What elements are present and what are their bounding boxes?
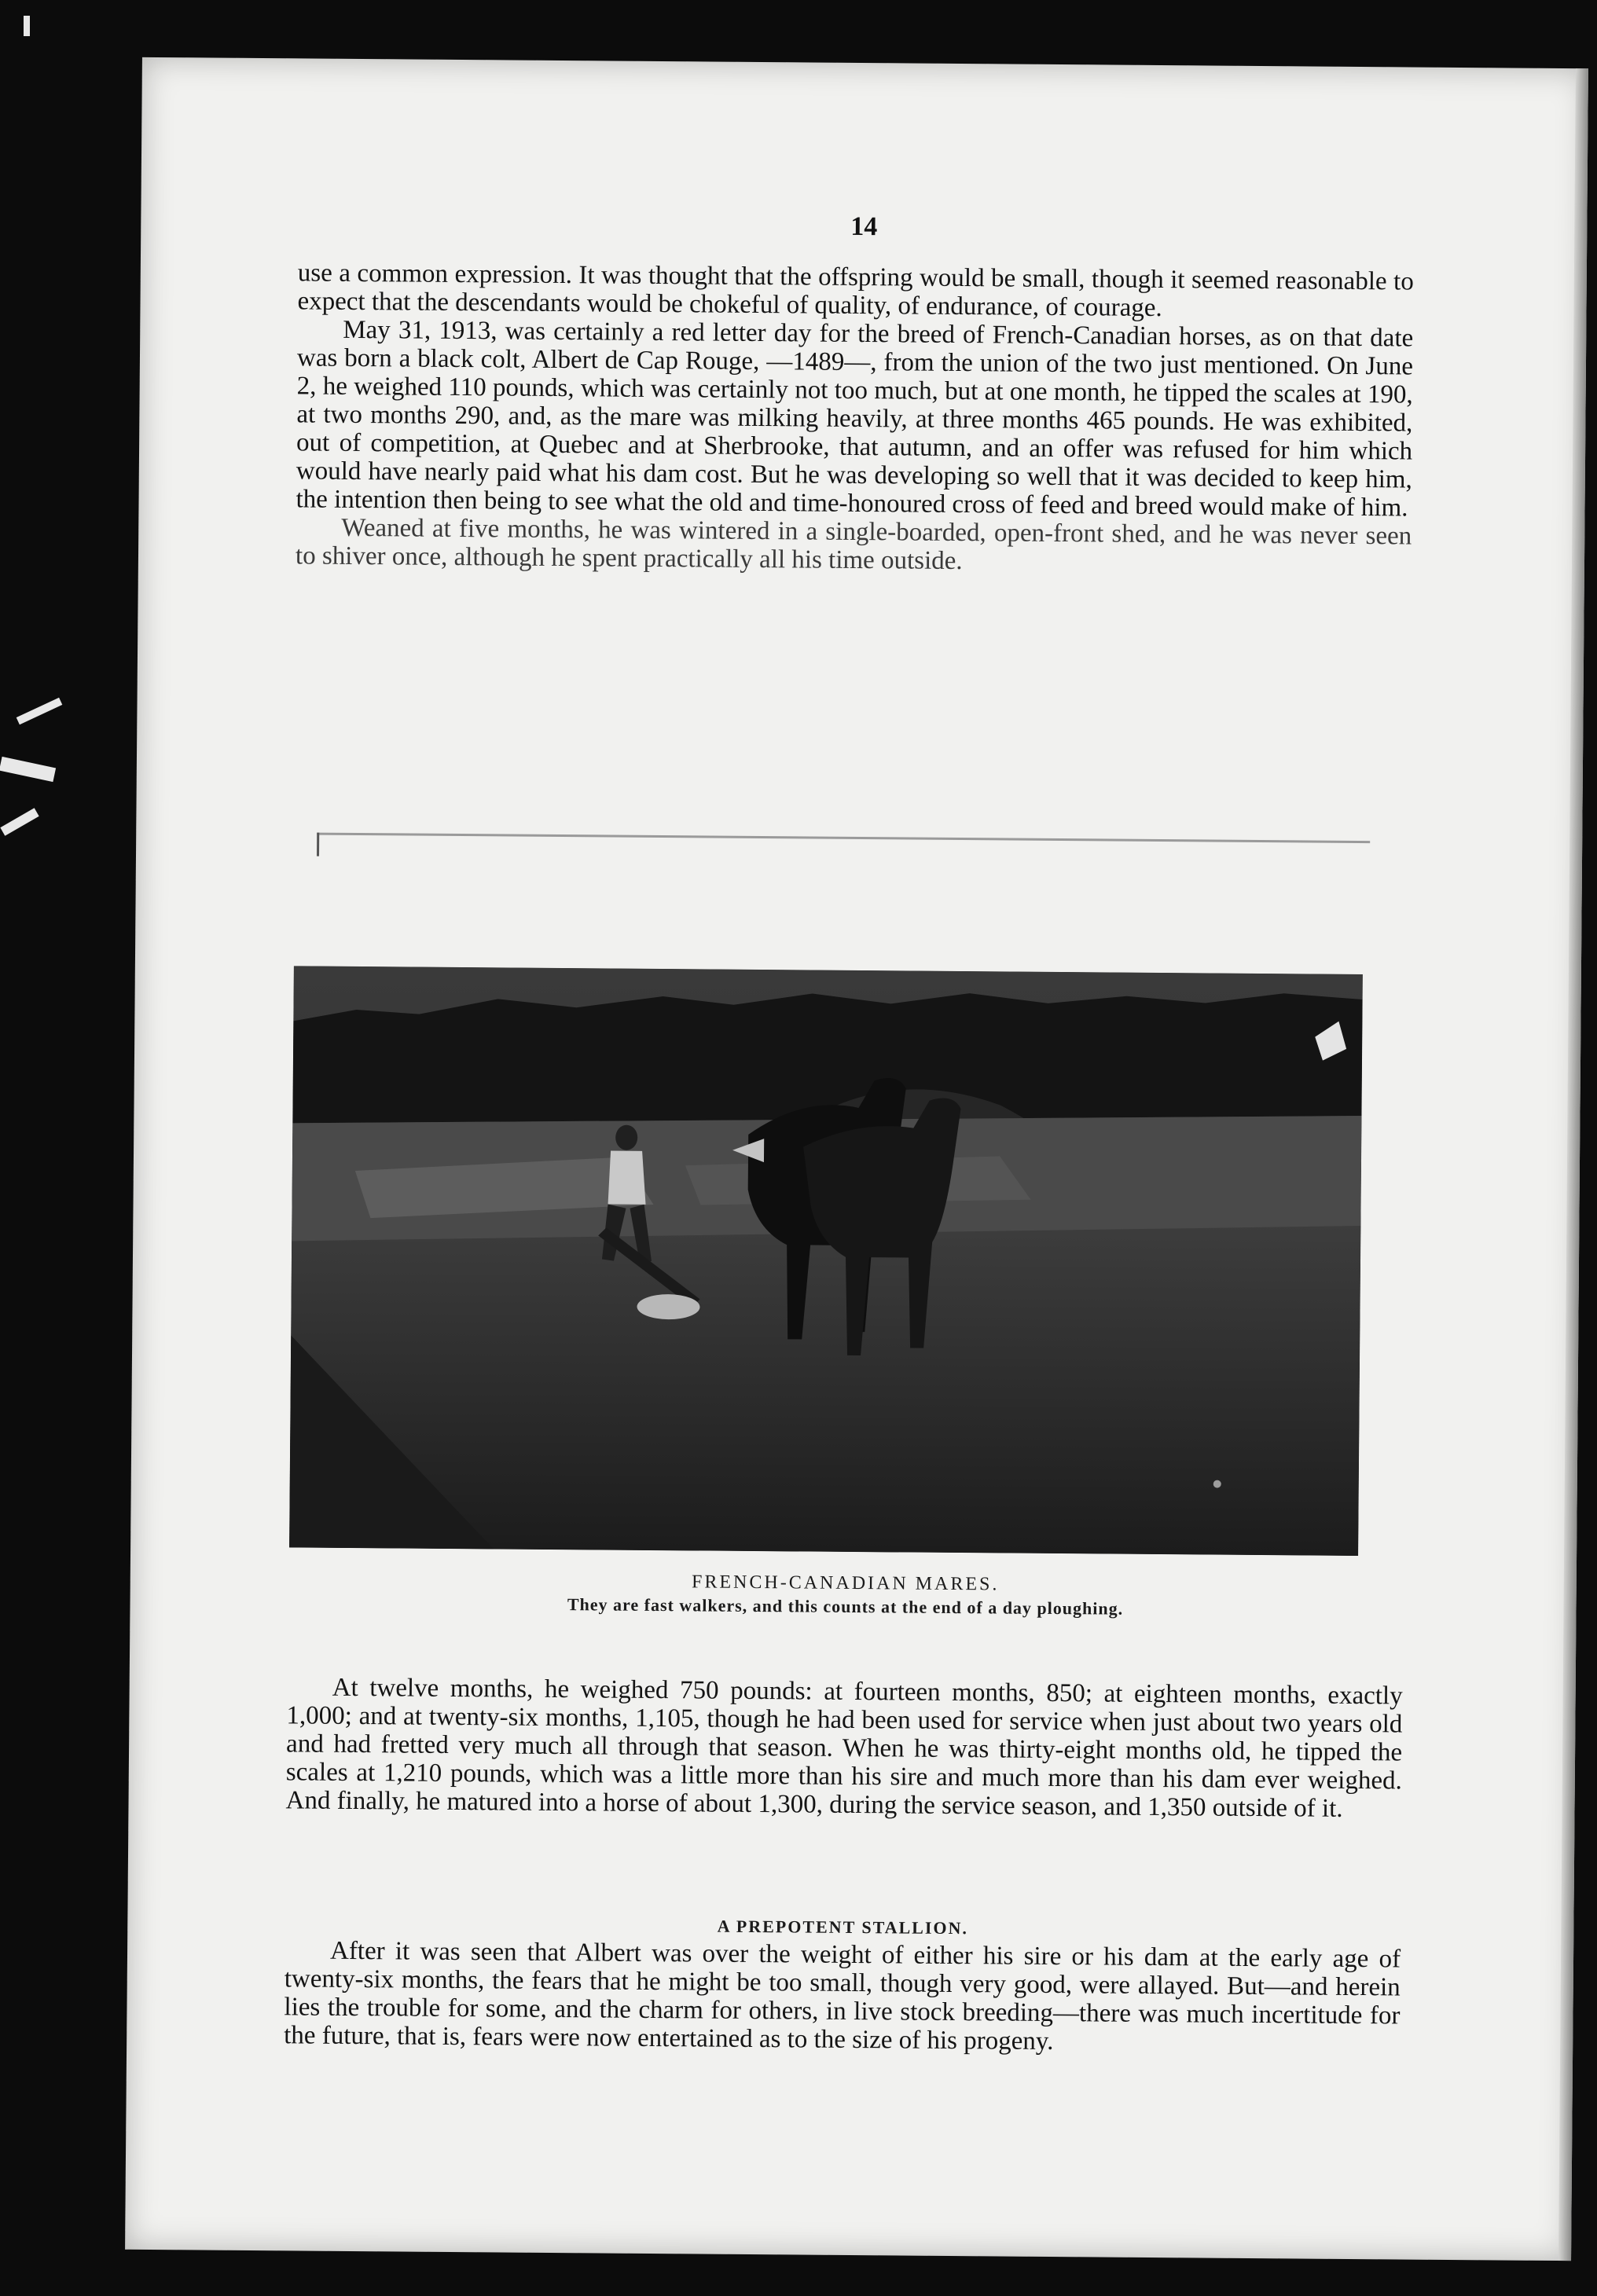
body-text-middle [285, 1673, 1402, 1823]
body-text-top [296, 259, 1414, 578]
photo-caption-subtitle: They are fast walkers, and this counts at the end of a day ploughing. [567, 1594, 1124, 1619]
paragraph: use a common expression. It was thought that the offspring would be small, though it seemed reasonable to expect that the descendants would be chokeful of quality, of endurance, of courage. [297, 259, 1414, 323]
scan-margin-mark [17, 698, 63, 724]
photo-frame-corner [317, 833, 319, 856]
section-heading: A PREPOTENT STALLION. [717, 1916, 969, 1938]
photo-caption-title: FRENCH-CANADIAN MARES. [691, 1572, 1000, 1595]
page-number: 14 [850, 211, 878, 242]
scan-margin-mark [0, 808, 39, 835]
photograph-mares-ploughing [289, 966, 1363, 1556]
body-text-bottom [284, 1936, 1401, 2058]
scan-margin-mark [24, 16, 30, 36]
paragraph: May 31, 1913, was certainly a red letter day for the breed of French-Canadian horses, as on that date was born a black colt, Albert de Cap Rouge, —1489—, from the union of the two just mentioned. On June 2, he weighed 110 pounds, which was certainly not too much, but at one month, he tipped the scales at 190, at two months 290, and, as the mare was milking heavily, at three months 465 pounds. He was exhibited, out of competition, at Quebec and at Sherbrooke, that autumn, and an offer was refused for him which would have nearly paid what his dam cost. But he was developing so well that it was decided to keep him, the intention then being to see what the old and time-honoured cross of feed and breed would make of him. [296, 315, 1414, 523]
photograph-image [289, 966, 1363, 1556]
paragraph: At twelve months, he weighed 750 pounds: at fourteen months, 850; at eighteen months, exactly 1,000; and at twenty-six months, 1,105, though he had been used for service when just about two years old and had fretted very much all through that season. When he was thirty-eight months old, he tipped the scales at 1,210 pounds, which was a little more than his sire and much more than his dam ever weighed. And finally, he matured into a horse of about 1,300, during the service season, and 1,350 outside of it. [285, 1673, 1403, 1823]
page-edge-shadow [1558, 68, 1588, 2261]
paragraph: After it was seen that Albert was over the weight of either his sire or his dam at the early age of twenty-six months, the fears that he might be too small, though very good, were allayed. But—and herein lies the trouble for some, and the charm for others, in live stock breeding—there was much incertitude for the future, that is, fears were now entertained as to the size of his progeny. [284, 1936, 1401, 2056]
scan-margin-mark [0, 757, 56, 782]
book-page [125, 57, 1588, 2261]
photo-frame-border [317, 833, 1370, 844]
paragraph: Weaned at five months, he was wintered in a single-boarded, open-front shed, and he was never seen to shiver once, although he spent practically all his time outside. [295, 513, 1412, 576]
